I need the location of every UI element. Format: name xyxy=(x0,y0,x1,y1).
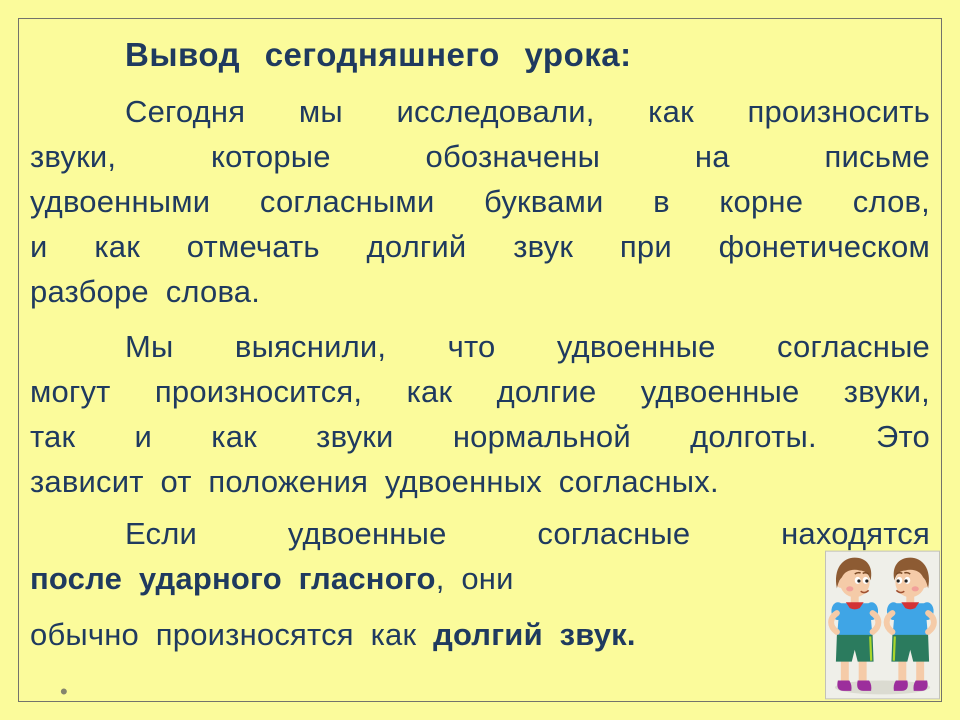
paragraph-1 xyxy=(30,89,930,314)
text-line xyxy=(30,612,930,657)
text-line: Если удвоенные согласные находятся xyxy=(125,516,930,551)
regular-text: , они xyxy=(435,561,514,596)
text-line: звуки, которые обозначены на письме xyxy=(30,139,930,174)
slide-title: Вывод сегодняшнего урока: xyxy=(125,36,632,73)
text-line: так и как звуки нормальной долготы. Это xyxy=(30,419,930,454)
text-line: Мы выяснили, что удвоенные согласные xyxy=(125,329,930,364)
text-line xyxy=(30,556,930,601)
regular-text: обычно произносятся как xyxy=(30,617,434,652)
text-line: могут произносится, как долгие удвоенные звуки, xyxy=(30,374,930,409)
text-line: и как отмечать долгий звук при фонетическом xyxy=(30,229,930,264)
paragraph-4 xyxy=(30,612,930,657)
paragraph-2 xyxy=(30,324,930,504)
text-line: Сегодня мы исследовали, как произносить xyxy=(125,94,930,129)
bold-text: долгий звук. xyxy=(433,617,636,652)
paragraph-3 xyxy=(30,511,930,601)
text-line: разборе слова. xyxy=(30,274,261,309)
text-line: зависит от положения удвоенных согласных. xyxy=(30,464,719,499)
twin-boys-illustration xyxy=(825,550,940,700)
content-panel xyxy=(18,18,942,702)
text-line: удвоенными согласными буквами в корне слов, xyxy=(30,184,930,219)
bullet-marker: • xyxy=(60,679,68,704)
bold-text: после ударного гласного xyxy=(30,561,436,596)
